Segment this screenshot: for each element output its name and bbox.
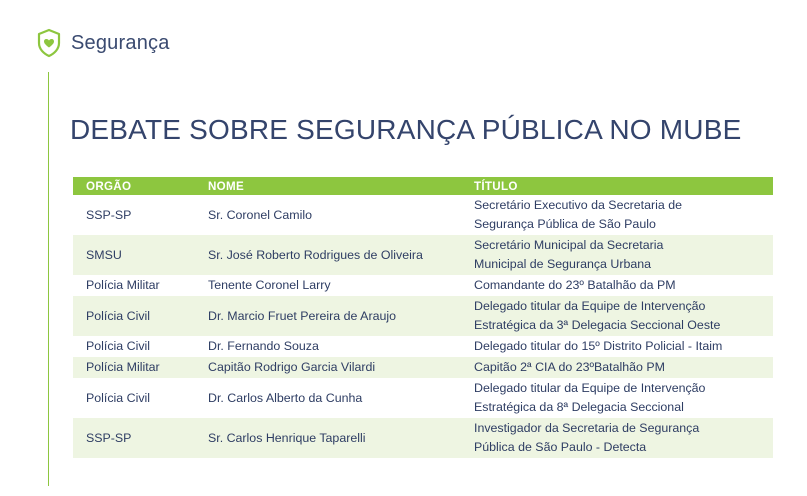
cell-orgao: Polícia Militar	[73, 357, 194, 378]
titulo-line: Secretário Executivo da Secretaria de	[474, 198, 682, 212]
titulo-line: Delegado titular do 15º Distrito Policial - Itaim	[474, 339, 723, 353]
cell-titulo	[472, 195, 773, 235]
cell-titulo	[472, 336, 773, 357]
cell-titulo	[472, 357, 773, 378]
cell-nome: Capitão Rodrigo Garcia Vilardi	[194, 357, 472, 378]
titulo-line: Delegado titular da Equipe de Intervenção	[474, 381, 706, 395]
titulo-line: Comandante do 23º Batalhão da PM	[474, 278, 676, 292]
titulo-line: Secretário Municipal da Secretaria	[474, 238, 664, 252]
titulo-line: Delegado titular da Equipe de Intervenção	[474, 299, 706, 313]
titulo-line: Pública de São Paulo - Detecta	[474, 440, 647, 454]
cell-orgao: Polícia Civil	[86, 339, 151, 353]
cell-nome: Tenente Coronel Larry	[208, 278, 331, 292]
table-row	[73, 336, 773, 357]
table-row	[73, 357, 773, 378]
titulo-line: Capitão 2ª CIA do 23ºBatalhão PM	[474, 360, 665, 374]
table-row	[73, 296, 773, 336]
cell-titulo	[472, 378, 773, 418]
cell-orgao: SSP-SP	[86, 207, 132, 222]
cell-titulo	[472, 235, 773, 275]
cell-nome: Dr. Carlos Alberto da Cunha	[208, 390, 363, 405]
titulo-line: Investigador da Secretaria de Segurança	[474, 421, 700, 435]
cell-nome: Dr. Fernando Souza	[208, 339, 319, 353]
vertical-divider	[48, 72, 49, 486]
section-title: Segurança	[71, 31, 170, 54]
cell-nome: Sr. Coronel Camilo	[208, 207, 312, 222]
column-header-nome: NOME	[194, 177, 472, 195]
page-title: DEBATE SOBRE SEGURANÇA PÚBLICA NO MUBE	[70, 114, 742, 145]
table-row	[73, 235, 773, 275]
titulo-line: Estratégica da 3ª Delegacia Seccional Oeste	[474, 318, 721, 332]
cell-nome: Dr. Marcio Fruet Pereira de Araujo	[194, 296, 472, 336]
titulo-line: Segurança Pública de São Paulo	[474, 217, 656, 231]
table-row	[73, 378, 773, 418]
table-header-row	[73, 177, 773, 195]
cell-titulo	[472, 296, 773, 336]
table-row	[73, 195, 773, 235]
cell-orgao: SSP-SP	[73, 418, 194, 458]
table-row	[73, 418, 773, 458]
cell-nome: Sr. José Roberto Rodrigues de Oliveira	[194, 235, 472, 275]
speakers-table	[73, 177, 773, 458]
column-header-orgao: ORGÃO	[73, 177, 194, 195]
cell-orgao: SMSU	[73, 235, 194, 275]
cell-orgao: Polícia Civil	[86, 390, 151, 405]
cell-orgao: Polícia Civil	[73, 296, 194, 336]
cell-titulo	[472, 275, 773, 296]
table-row	[73, 275, 773, 296]
cell-titulo	[472, 418, 773, 458]
titulo-line: Municipal de Segurança Urbana	[474, 257, 652, 271]
column-header-titulo: TÍTULO	[472, 177, 773, 195]
cell-orgao: Polícia Militar	[86, 278, 160, 292]
shield-heart-icon	[36, 28, 62, 58]
cell-nome: Sr. Carlos Henrique Taparelli	[194, 418, 472, 458]
section-header	[36, 28, 170, 58]
titulo-line: Estratégica da 8ª Delegacia Seccional	[474, 400, 684, 414]
